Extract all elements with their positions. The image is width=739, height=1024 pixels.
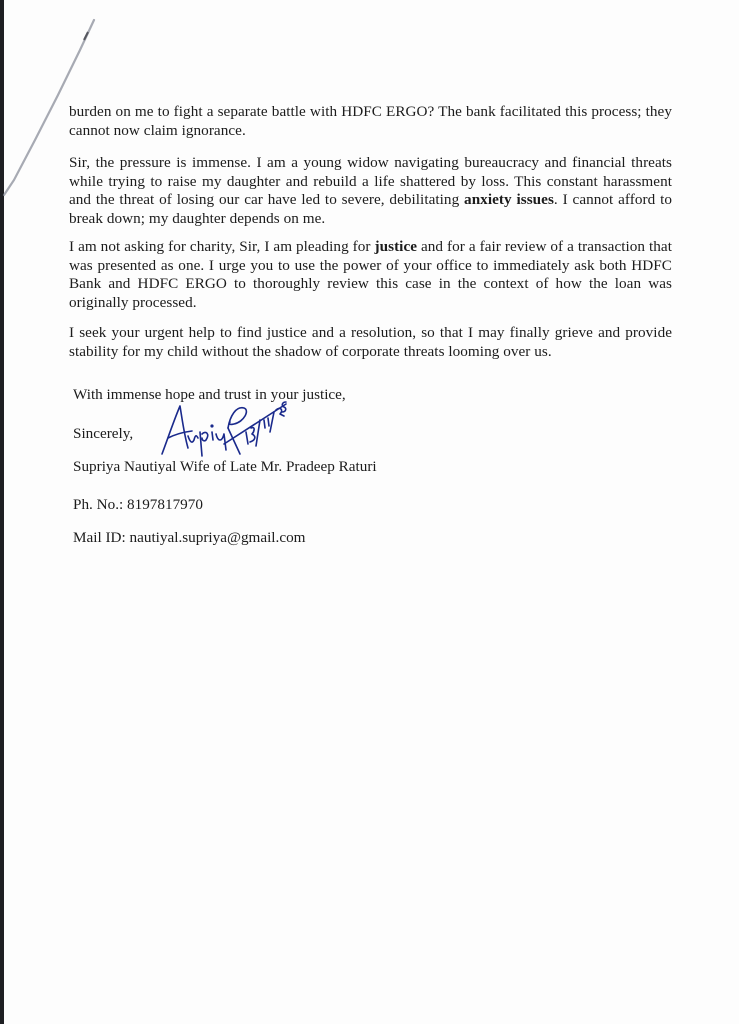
paragraph-3 [69,238,672,312]
emphasized-text: justice [374,238,418,255]
handwritten-signature [158,398,288,458]
paragraph-4 [69,324,672,361]
paragraph-text: . I cannot afford to break down; my daughter depends on me. [69,191,673,227]
paragraph-1 [69,103,672,140]
emphasized-text: anxiety issues [464,191,554,208]
paragraph-2 [69,154,672,228]
paragraph-text: and for a fair review of a transaction that was presented as one. I urge you to use the power of your office to immediately ask both HDFC Bank and HDFC ERGO to thoroughly review this case in the context of how the loan was originally processed. [69,238,672,311]
email-address: Mail ID: nautiyal.supriya@gmail.com [73,529,306,546]
paragraph-text: I seek your urgent help to find justice and a resolution, so that I may finally grieve and provide stability for my child without the shadow of corporate threats looming over us. [69,324,672,360]
paragraph-text: I am not asking for charity, Sir, I am pleading for [69,238,375,255]
paragraph-text: Sir, the pressure is immense. I am a young widow navigating bureaucracy and financial threats while trying to raise my daughter and rebuild a life shattered by loss. This constant harassment and the threat of losing our car have led to severe, debilitating [69,154,672,208]
paragraph-text: burden on me to fight a separate battle with HDFC ERGO? The bank facilitated this process; they cannot now claim ignorance. [69,103,672,139]
phone-number: Ph. No.: 8197817970 [73,496,203,513]
signatory-name: Supriya Nautiyal Wife of Late Mr. Pradeep Raturi [73,458,377,475]
salutation: Sincerely, [73,425,134,442]
closing-line: With immense hope and trust in your justice, [73,386,346,403]
